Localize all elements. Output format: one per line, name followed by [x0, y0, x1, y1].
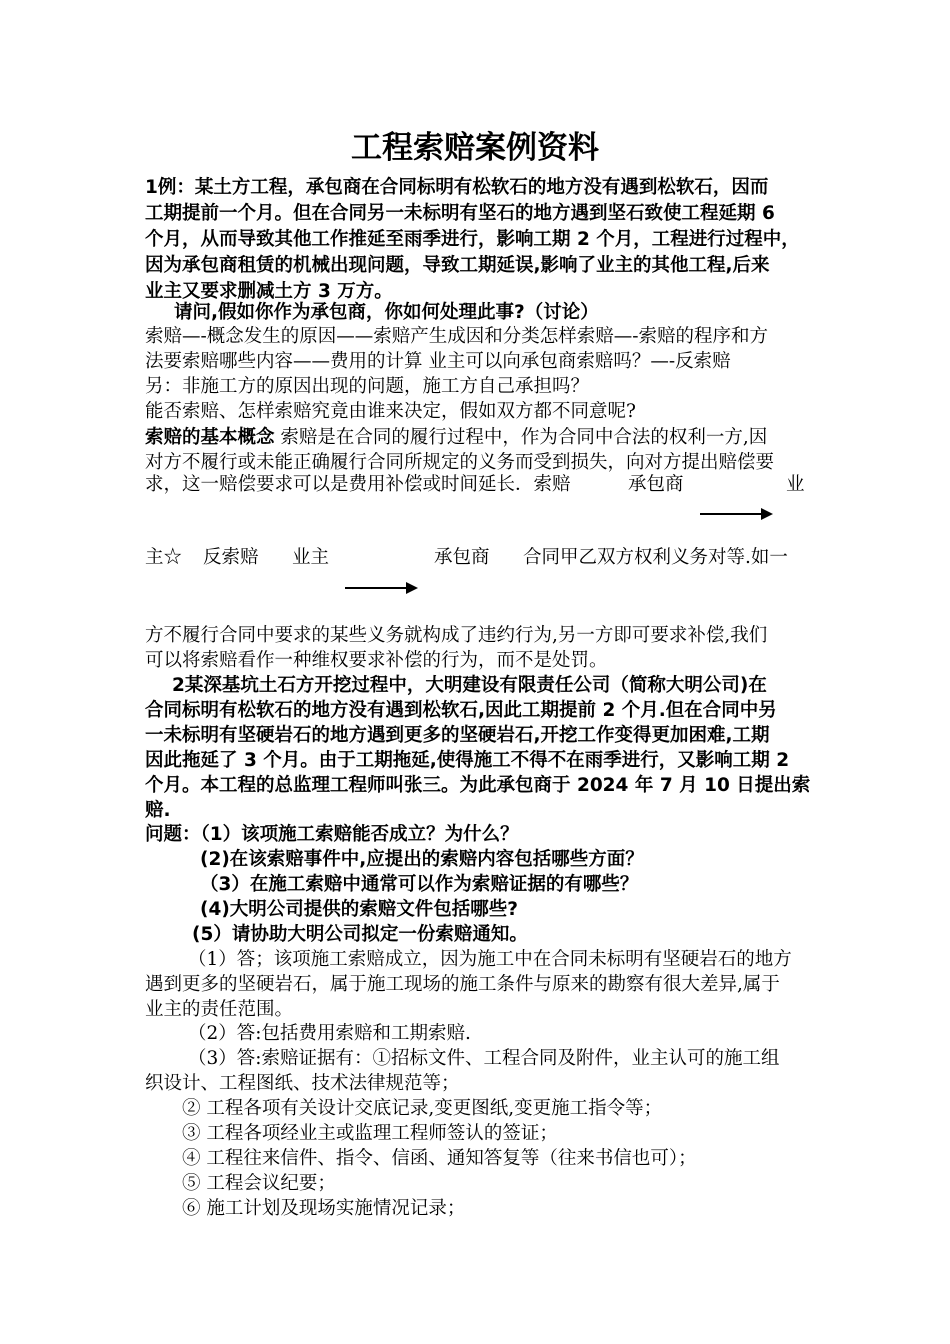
case2-line-5: 个月。本工程的总监理工程师叫张三。为此承包商于 2024 年 7 月 10 日提出索	[145, 775, 811, 796]
case1-question: 请问,假如你作为承包商，你如何处理此事?（讨论）	[174, 302, 599, 323]
case2-question-3: （3）在施工索赔中通常可以作为索赔证据的有哪些？	[200, 874, 639, 895]
case1-line-5: 业主又要求删减土方 3 万方。	[145, 281, 393, 302]
owner-label: 业主	[292, 547, 330, 568]
concept-heading: 索赔的基本概念	[145, 427, 275, 448]
concept-line-6: 可以将索赔看作一种维权要求补偿的行为，而不是处罚。	[145, 650, 608, 671]
case1-line-4: 因为承包商租赁的机械出现问题，导致工期延误,影响了业主的其他工程,后来	[145, 255, 770, 276]
case2-question-2: (2)在该索赔事件中,应提出的索赔内容包括哪些方面？	[200, 849, 644, 870]
evidence-item-6: ⑥ 施工计划及现场实施情况记录；	[182, 1198, 466, 1219]
case2-line-4: 因此拖延了 3 个月。由于工期拖延,使得施工不得不在雨季进行，又影响工期 2	[145, 750, 790, 771]
answer-1-line-3: 业主的责任范围。	[145, 999, 294, 1020]
case2-line-2: 合同标明有松软石的地方没有遇到松软石,因此工期提前 2 个月.但在合同中另	[145, 700, 777, 721]
concept-line-5: 方不履行合同中要求的某些义务就构成了违约行为,另一方即可要求补偿,我们	[145, 625, 768, 646]
outline-line-1: 索赔—-概念发生的原因——索赔产生成因和分类怎样索赔—-索赔的程序和方	[145, 326, 769, 347]
note-line: 另：非施工方的原因出现的问题，施工方自己承担吗？	[145, 376, 590, 397]
evidence-item-2: ② 工程各项有关设计交底记录,变更图纸,变更施工指令等；	[182, 1098, 663, 1119]
case1-line-3: 个月，从而导致其他工作推延至雨季进行，影响工期 2 个月，工程进行过程中，	[145, 229, 800, 250]
answer-1-line-1: （1）答；该项施工索赔成立，因为施工中在合同未标明有坚硬岩石的地方	[188, 949, 792, 970]
claim-arrow	[700, 507, 773, 521]
answer-2: （2）答:包括费用索赔和工期索赔.	[188, 1023, 471, 1044]
question-line: 能否索赔、怎样索赔究竟由谁来决定，假如双方都不同意呢?	[145, 401, 636, 422]
case2-line-6: 赔.	[145, 800, 171, 821]
concept-text: 索赔是在合同的履行过程中，作为合同中合法的权利一方,因	[274, 427, 768, 448]
page-title: 工程索赔案例资料	[351, 130, 599, 166]
evidence-item-4: ④ 工程往来信件、指令、信函、通知答复等（往来书信也可）；	[182, 1148, 697, 1169]
case2-question-4: (4)大明公司提供的索赔文件包括哪些?	[200, 899, 519, 920]
case2-line-1: 2某深基坑土石方开挖过程中，大明建设有限责任公司（简称大明公司)在	[172, 675, 767, 696]
contractor-label: 承包商	[434, 547, 490, 568]
counter-claim-arrow	[345, 581, 418, 595]
answer-1-line-2: 遇到更多的坚硬岩石，属于施工现场的施工条件与原来的勘察有很大差异,属于	[145, 974, 780, 995]
concept-line-2: 对方不履行或未能正确履行合同所规定的义务而受到损失，向对方提出赔偿要	[145, 452, 775, 473]
case2-question-1: 问题：（1）该项施工索赔能否成立？为什么？	[145, 824, 519, 845]
concept-contractor-label: 承包商	[628, 474, 684, 495]
equal-rights-text: 合同甲乙双方权利义务对等.如一	[523, 547, 788, 568]
evidence-item-3: ③ 工程各项经业主或监理工程师签认的签证；	[182, 1123, 558, 1144]
case2-question-5: (5）请协助大明公司拟定一份索赔通知。	[192, 924, 528, 945]
case1-line-2: 工期提前一个月。但在合同另一未标明有坚石的地方遇到坚石致使工程延期 6	[145, 203, 775, 224]
answer-3-line-2: 织设计、工程图纸、技术法律规范等；	[145, 1073, 460, 1094]
owner-star-label: 主☆	[145, 547, 183, 568]
concept-line-3: 求，这一赔偿要求可以是费用补偿或时间延长．索赔	[145, 474, 571, 495]
case1-line-1: 1例：某土方工程，承包商在合同标明有松软石的地方没有遇到松软石，因而	[145, 177, 769, 198]
answer-3-line-1: （3）答:索赔证据有：①招标文件、工程合同及附件，业主认可的施工组	[188, 1048, 780, 1069]
case2-line-3: 一未标明有坚硬岩石的地方遇到更多的坚硬岩石,开挖工作变得更加困难,工期	[145, 725, 770, 746]
evidence-item-5: ⑤ 工程会议纪要；	[182, 1173, 336, 1194]
outline-line-2: 法要索赔哪些内容——费用的计算 业主可以向承包商索赔吗？—-反索赔	[145, 351, 731, 372]
counter-claim-label: 反索赔	[203, 547, 259, 568]
concept-line-1	[145, 425, 767, 451]
concept-owner-char: 业	[786, 474, 805, 495]
